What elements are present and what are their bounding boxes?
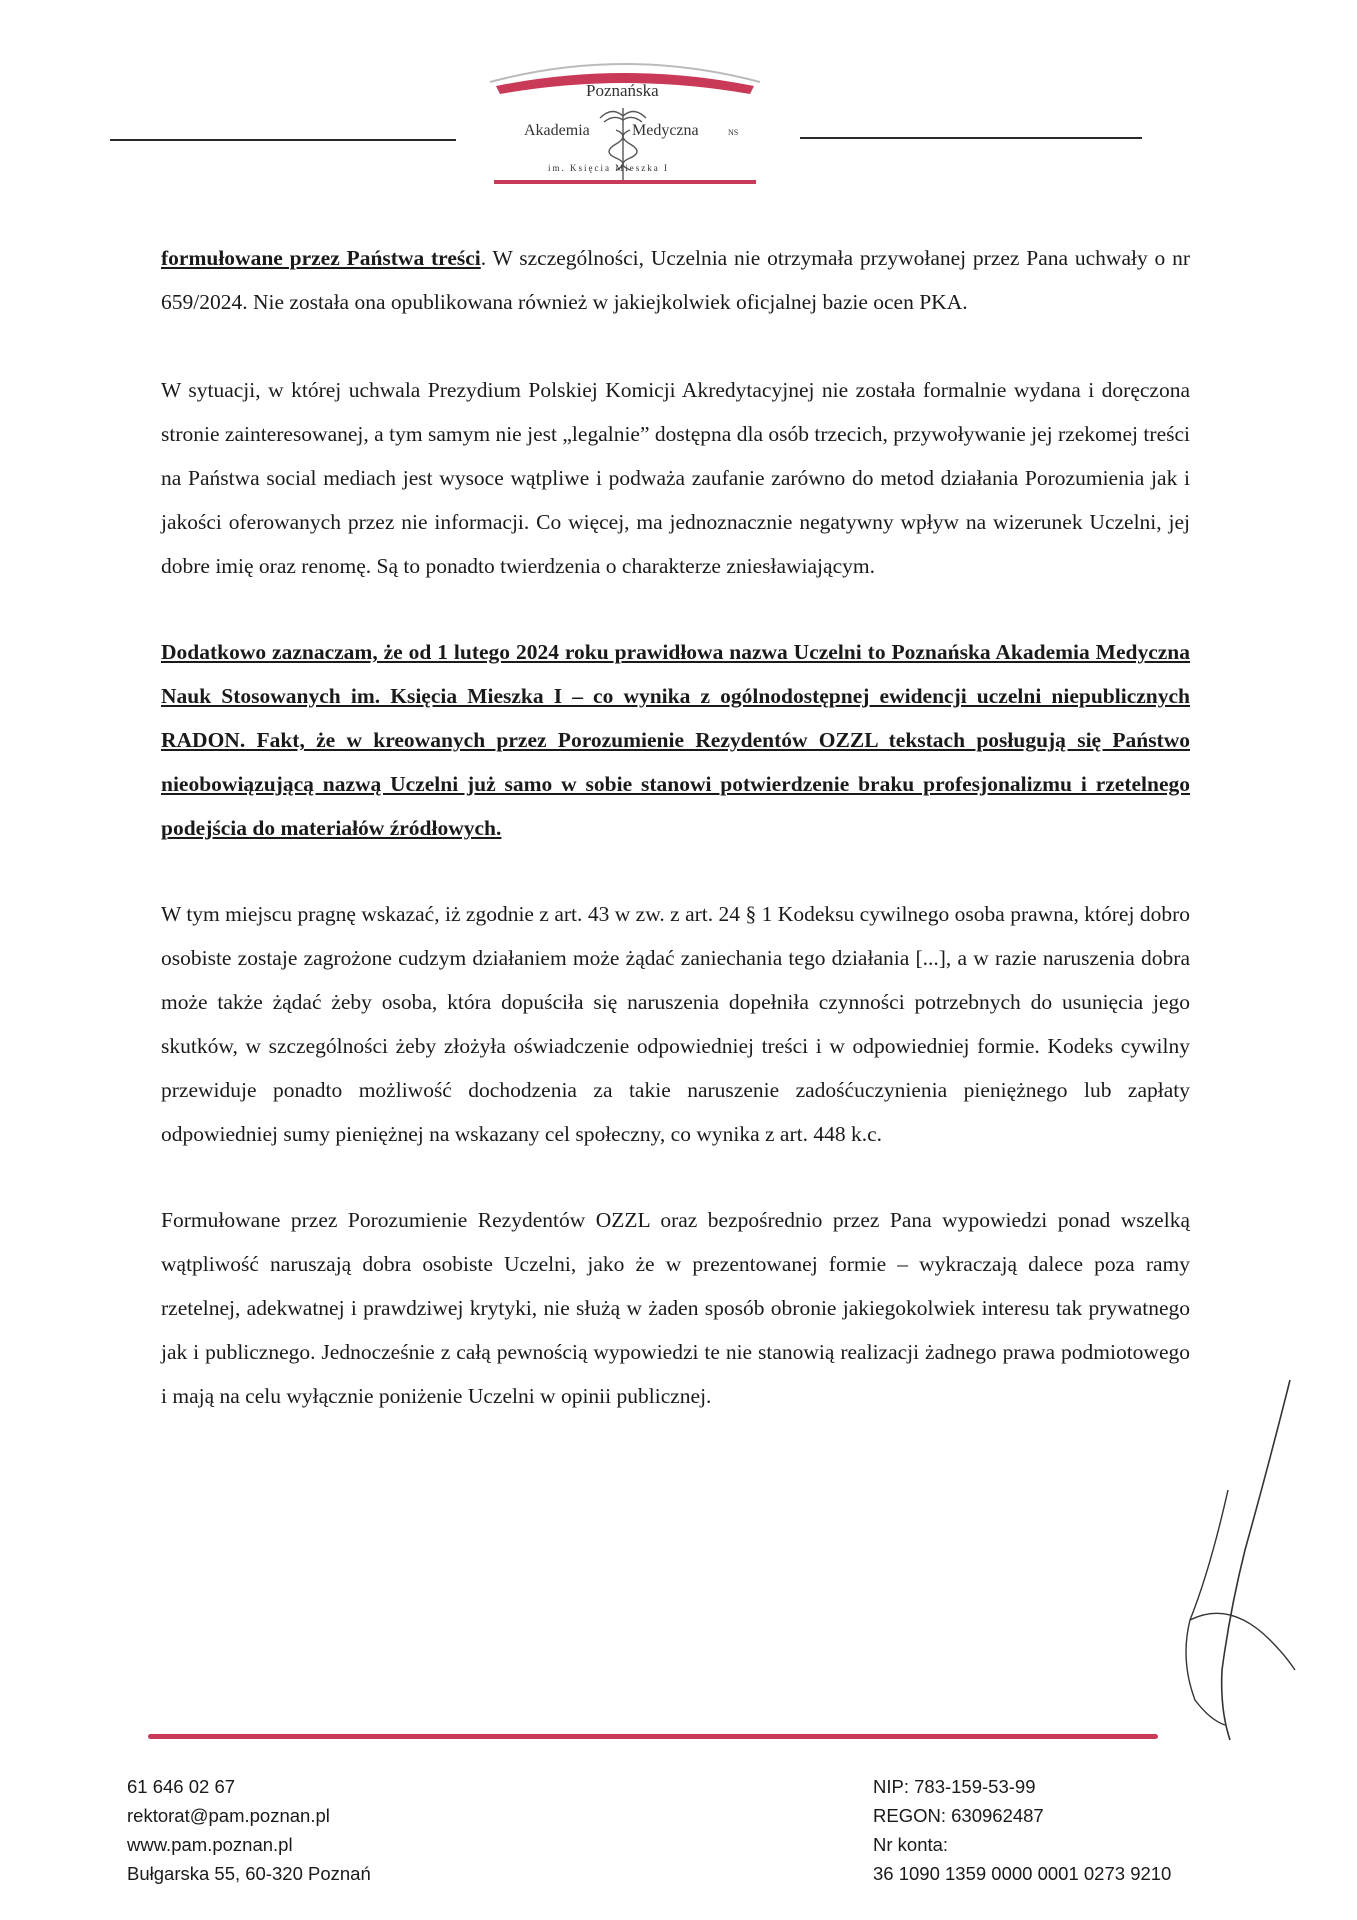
- logo-line-2b: Medyczna: [632, 122, 699, 139]
- footer-email[interactable]: rektorat@pam.poznan.pl: [127, 1805, 330, 1826]
- footer-account-number: 36 1090 1359 0000 0001 0273 9210: [873, 1863, 1172, 1884]
- logo-line-3: im. Księcia Mieszka I: [548, 163, 669, 173]
- paragraph-5: Formułowane przez Porozumienie Rezydentów OZZL oraz bezpośrednio przez Pana wypowiedzi ponad wszelką wątpliwość naruszają dobra osobiste Uczelni, jako że w prezentowanej formie – wykraczają dalece poza ramy rzetelnej, adekwatnej i prawdziwej krytyki, nie służą w żaden sposób obronie jakiegokolwiek interesu tak prywatnego jak i publicznego. Jednocześnie z całą pewnością wypowiedzi te nie stanowią realizacji żadnego prawa podmiotowego i mają na celu wyłącznie poniżenie Uczelni w opinii publicznej.: [161, 1208, 1190, 1408]
- letter-body: [161, 236, 1190, 1460]
- footer-nip: NIP: 783-159-53-99: [873, 1776, 1036, 1797]
- paragraph-1: [161, 236, 1190, 324]
- university-logo: [480, 52, 770, 192]
- paragraph-2: W sytuacji, w której uchwala Prezydium Polskiej Komicji Akredytacyjnej nie została formalnie wydana i doręczona stronie zainteresowanej, a tym samym nie jest „legalnie” dostępna dla osób trzecich, przywoływanie jej rzekomej treści na Państwa social mediach jest wysoce wątpliwe i podważa zaufanie zarówno do metod działania Porozumienia jak i jakości oferowanych przez nie informacji. Co więcej, ma jednoznacznie negatywny wpływ na wizerunek Uczelni, jej dobre imię oraz renomę. Są to ponadto twierdzenia o charakterze zniesławiającym.: [161, 378, 1190, 578]
- handwritten-signature: [1150, 1370, 1300, 1750]
- footer-regon: REGON: 630962487: [873, 1805, 1044, 1826]
- header-rule-left: [110, 139, 456, 141]
- header-rule-right: [800, 137, 1142, 139]
- logo-line-1: Poznańska: [586, 81, 659, 100]
- paragraph-1-rest: . W szczególności, Uczelnia nie otrzymała przywołanej przez Pana uchwały o nr 659/2024. Nie została ona opublikowana również w jakiejkolwiek oficjalnej bazie ocen PKA.: [161, 246, 1190, 314]
- footer-website[interactable]: www.pam.poznan.pl: [127, 1834, 293, 1855]
- paragraph-1-lead: formułowane przez Państwa treści: [161, 246, 481, 270]
- paragraph-4: W tym miejscu pragnę wskazać, iż zgodnie z art. 43 w zw. z art. 24 § 1 Kodeksu cywilnego osoba prawna, której dobro osobiste zostaje zagrożone cudzym działaniem może żądać zaniechania tego działania [...], a w razie naruszenia dobra może także żądać żeby osoba, która dopuściła się naruszenia dopełniła czynności potrzebnych do usunięcia jego skutków, w szczególności żeby złożyła oświadczenie odpowiedniej treści i w odpowiedniej formie. Kodeks cywilny przewiduje ponadto możliwość dochodzenia za takie naruszenie zadośćuczynienia pieniężnego lub zapłaty odpowiedniej sumy pieniężnej na wskazany cel społeczny, co wynika z art. 448 k.c.: [161, 902, 1190, 1146]
- footer-address: Bułgarska 55, 60-320 Poznań: [127, 1863, 371, 1884]
- paragraph-3: Dodatkowo zaznaczam, że od 1 lutego 2024 roku prawidłowa nazwa Uczelni to Poznańska Akademia Medyczna Nauk Stosowanych im. Księcia Mieszka I – co wynika z ogólnodostępnej ewidencji uczelni niepublicznych RADON. Fakt, że w kreowanych przez Porozumienie Rezydentów OZZL tekstach posługują się Państwo nieobowiązującą nazwą Uczelni już samo w sobie stanowi potwierdzenie braku profesjonalizmu i rzetelnego podejścia do materiałów źródłowych.: [161, 640, 1190, 840]
- footer-company-info: [873, 1772, 1171, 1888]
- footer-contact: [127, 1772, 371, 1888]
- footer-divider: [148, 1734, 1158, 1739]
- footer-phone: 61 646 02 67: [127, 1776, 236, 1797]
- logo-line-2c: NS: [728, 128, 739, 137]
- footer-account-label: Nr konta:: [873, 1834, 949, 1855]
- logo-line-2a: Akademia: [524, 122, 590, 139]
